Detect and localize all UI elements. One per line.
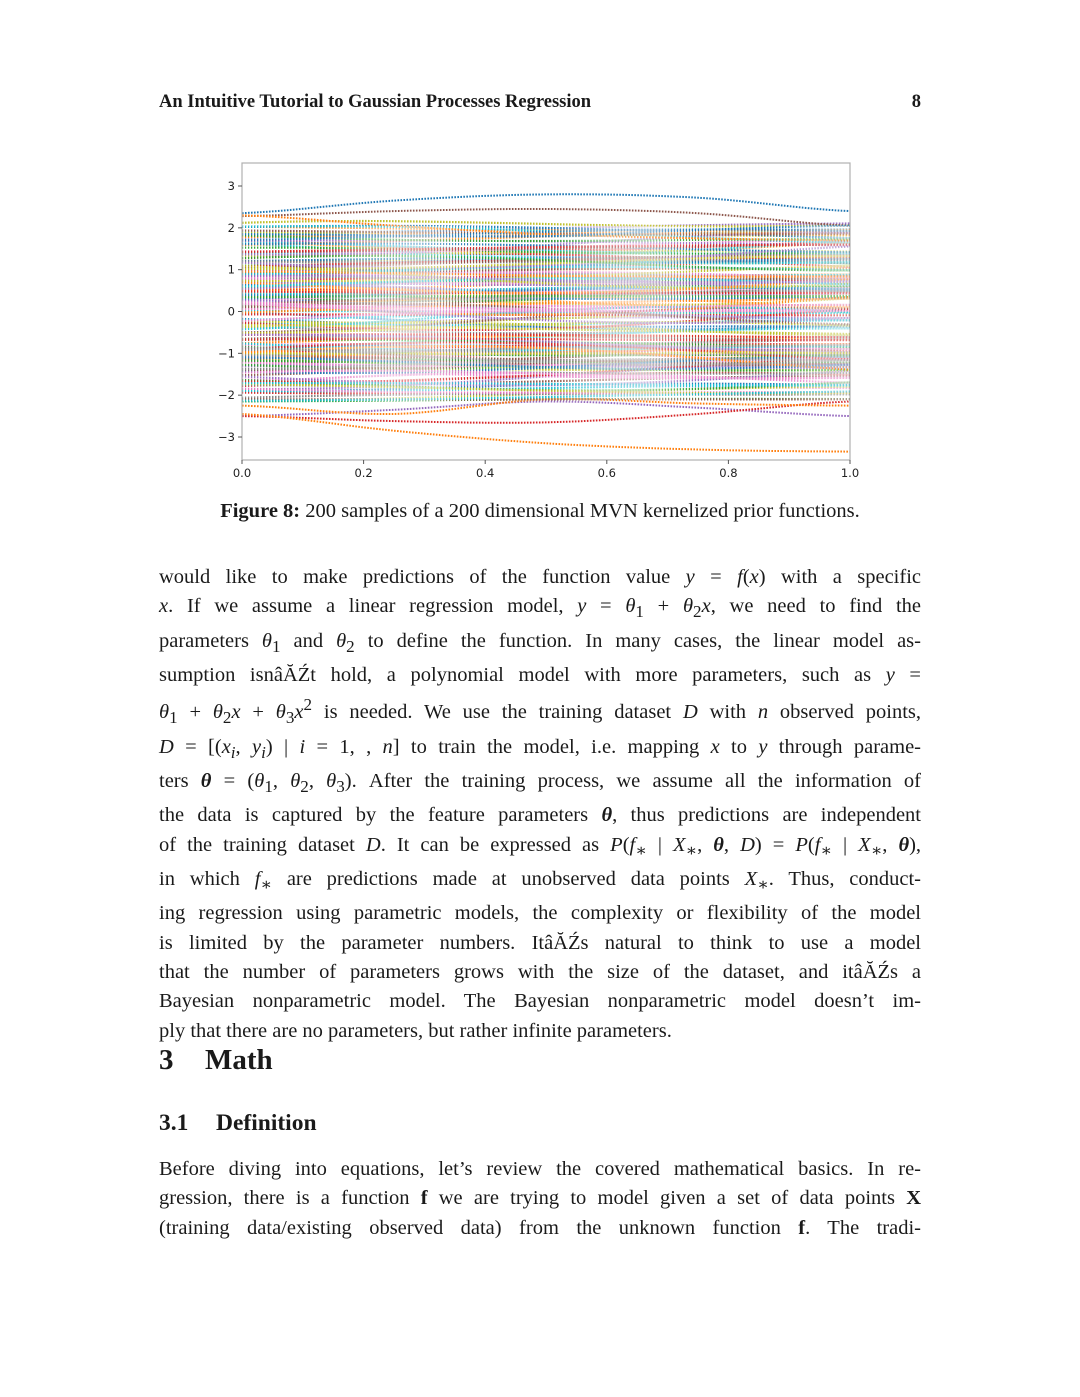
paragraph-parametric-models bbox=[159, 563, 921, 1046]
text-line: $\theta_1 + \theta_2x + \theta_3x^2$ is needed. We use the training dataset D with n observed points, bbox=[159, 695, 921, 728]
text-line: the data is captured by the feature parameters θ, thus predictions are independent bbox=[159, 804, 921, 827]
figure-8-chart bbox=[205, 160, 885, 480]
page-number: 8 bbox=[911, 92, 921, 112]
figure-label: Figure 8: bbox=[220, 500, 301, 522]
paragraph-definition bbox=[159, 1155, 921, 1243]
text-line: (training data/existing observed data) from the unknown function f. The tradi- bbox=[159, 1216, 921, 1239]
text-line: of the training dataset D. It can be expressed as $P(f_∗$ | $X_∗$, θ, $D) = P(f_∗$ | $X_∗$, θ), bbox=[159, 833, 922, 860]
text-line: Before diving into equations, let’s review the covered mathematical basics. In re- bbox=[159, 1158, 921, 1180]
section-heading-math bbox=[159, 1044, 273, 1077]
text-line: x. If we assume a linear regression model, $y = \theta_1 + \theta_2x$, we need to find the bbox=[159, 595, 922, 622]
y-tick-label: −3 bbox=[218, 429, 235, 444]
figure-caption-text: 200 samples of a 200 dimensional MVN kernelized prior functions. bbox=[300, 500, 860, 522]
figure-caption bbox=[159, 500, 921, 523]
y-tick-label: −1 bbox=[218, 346, 235, 361]
text-line: parameters $\theta_1$ and $\theta_2$ to define the function. In many cases, the linear model as- bbox=[159, 629, 921, 656]
y-tick-label: 3 bbox=[227, 179, 235, 194]
text-line: gression, there is a function f we are trying to model given a set of data points X bbox=[159, 1187, 921, 1210]
text-line: in which $f_∗$ are predictions made at unobserved data points $X_∗$. Thus, conduct- bbox=[159, 868, 921, 895]
gp-prior-samples-plot bbox=[205, 160, 885, 480]
subsection-number: 3.1 bbox=[159, 1110, 189, 1136]
section-number: 3 bbox=[159, 1044, 174, 1076]
text-line: ters $\theta = (\theta_1$, $\theta_2$, $\theta_3$). After the training process, we assume all the information of bbox=[159, 769, 922, 797]
y-tick-label: 0 bbox=[227, 304, 235, 319]
text-line: ply that there are no parameters, but rather infinite parameters. bbox=[159, 1019, 672, 1042]
x-tick-label: 0.6 bbox=[597, 466, 616, 480]
running-header bbox=[159, 92, 921, 113]
text-line: that the number of parameters grows with the size of the dataset, and itâĂŹs a bbox=[159, 961, 921, 984]
text-line: sumption isnâĂŹt hold, a polynomial model with more parameters, such as y = bbox=[159, 664, 921, 687]
subsection-title: Definition bbox=[216, 1110, 317, 1136]
text-line: Bayesian nonparametric model. The Bayesian nonparametric model doesn’t im- bbox=[159, 990, 921, 1013]
y-tick-label: 2 bbox=[227, 220, 235, 235]
x-tick-label: 0.0 bbox=[232, 466, 252, 480]
sample-line-top-blue bbox=[242, 194, 850, 213]
x-tick-label: 0.8 bbox=[719, 466, 738, 480]
x-tick-label: 1.0 bbox=[840, 466, 860, 480]
running-title: An Intuitive Tutorial to Gaussian Processes Regression bbox=[159, 92, 592, 112]
text-line: would like to make predictions of the function value y = f(x) with a specific bbox=[159, 566, 922, 588]
section-title: Math bbox=[205, 1044, 273, 1076]
y-tick-label: −2 bbox=[218, 388, 235, 403]
sample-lines bbox=[242, 194, 850, 451]
x-tick-label: 0.2 bbox=[354, 466, 373, 480]
x-tick-label: 0.4 bbox=[476, 466, 495, 480]
text-line: is limited by the parameter numbers. ItâĂŹs natural to think to use a model bbox=[159, 931, 921, 954]
text-line: $D = [(x_i$, $y_i$) | i = 1, , n] to train the model, i.e. mapping x to y through parame- bbox=[159, 735, 922, 762]
subsection-heading-definition bbox=[159, 1110, 317, 1137]
y-tick-label: 1 bbox=[227, 262, 235, 277]
text-line: ing regression using parametric models, the complexity or flexibility of the model bbox=[159, 902, 921, 925]
